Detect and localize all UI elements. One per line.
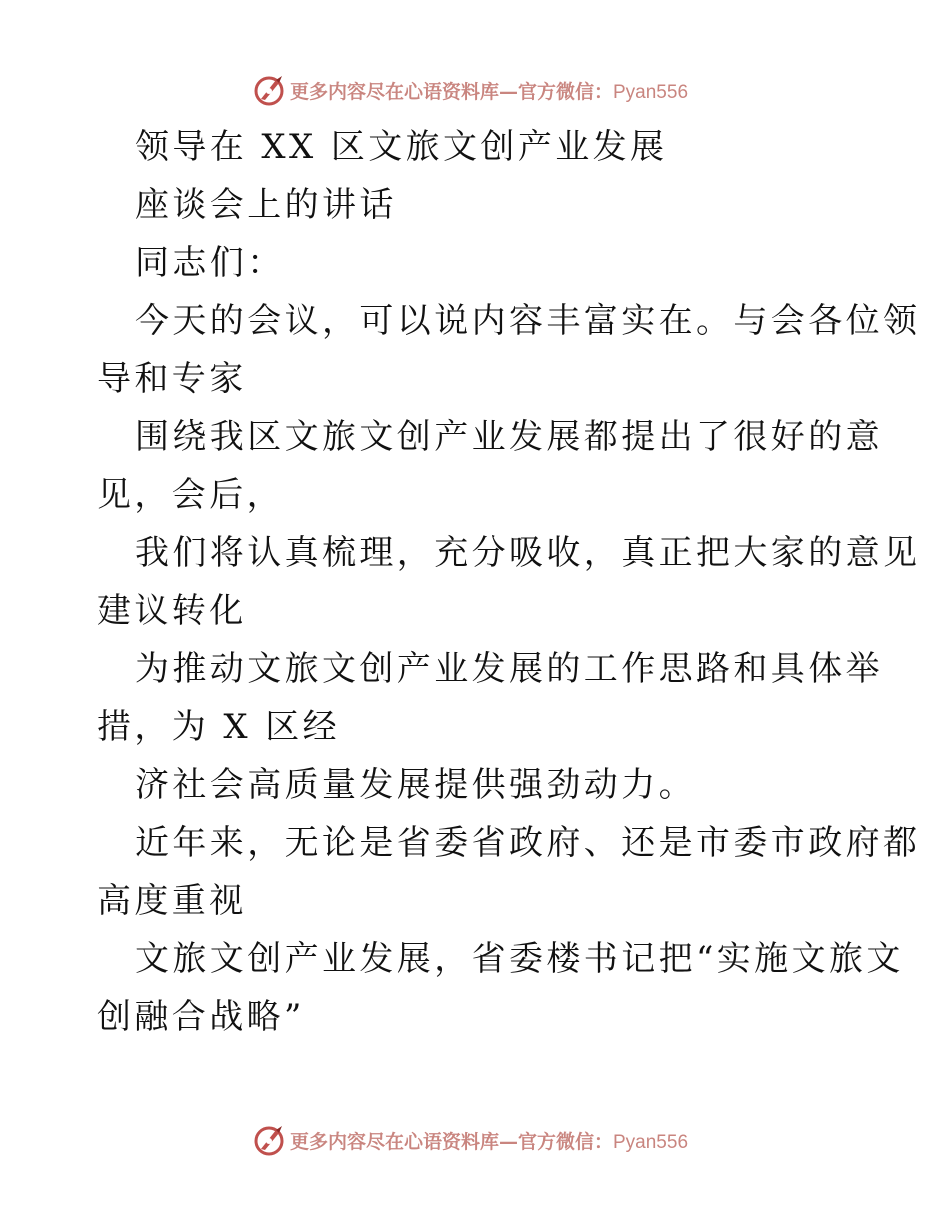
header-wechat-id: Pyan556 — [613, 81, 689, 103]
footer-wechat-id: Pyan556 — [613, 1131, 689, 1153]
text-line: 领导在 XX 区文旅文创产业发展 — [135, 127, 668, 167]
quill-logo-icon — [252, 1123, 286, 1157]
header-banner-text: 更多内容尽在心语资料库—官方微信：Pyan556 — [289, 80, 689, 103]
quill-logo-icon — [252, 73, 286, 107]
text-line: 创融合战略” — [97, 997, 305, 1037]
text-line: 为推动文旅文创产业发展的工作思路和具体举 — [135, 649, 883, 689]
header-banner — [0, 70, 950, 110]
text-line: 座谈会上的讲话 — [135, 185, 397, 225]
text-line: 见，会后， — [97, 475, 284, 515]
text-line: 文旅文创产业发展，省委楼书记把“实施文旅文 — [135, 939, 904, 979]
footer-banner — [0, 1120, 950, 1160]
speech-body — [97, 118, 921, 1046]
footer-banner-text: 更多内容尽在心语资料库—官方微信：Pyan556 — [289, 1130, 689, 1153]
text-line: 济社会高质量发展提供强劲动力。 — [135, 765, 696, 805]
text-line: 措，为 X 区经 — [97, 707, 341, 747]
text-line: 近年来，无论是省委省政府、还是市委市政府都 — [135, 823, 921, 863]
text-line: 围绕我区文旅文创产业发展都提出了很好的意 — [135, 417, 883, 457]
text-line: 建议转化 — [97, 591, 247, 631]
text-line: 同志们： — [135, 243, 285, 283]
text-line: 我们将认真梳理，充分吸收，真正把大家的意见 — [135, 533, 921, 573]
text-line: 高度重视 — [97, 881, 247, 921]
text-line: 今天的会议，可以说内容丰富实在。与会各位领 — [135, 301, 921, 341]
text-line: 导和专家 — [97, 359, 247, 399]
